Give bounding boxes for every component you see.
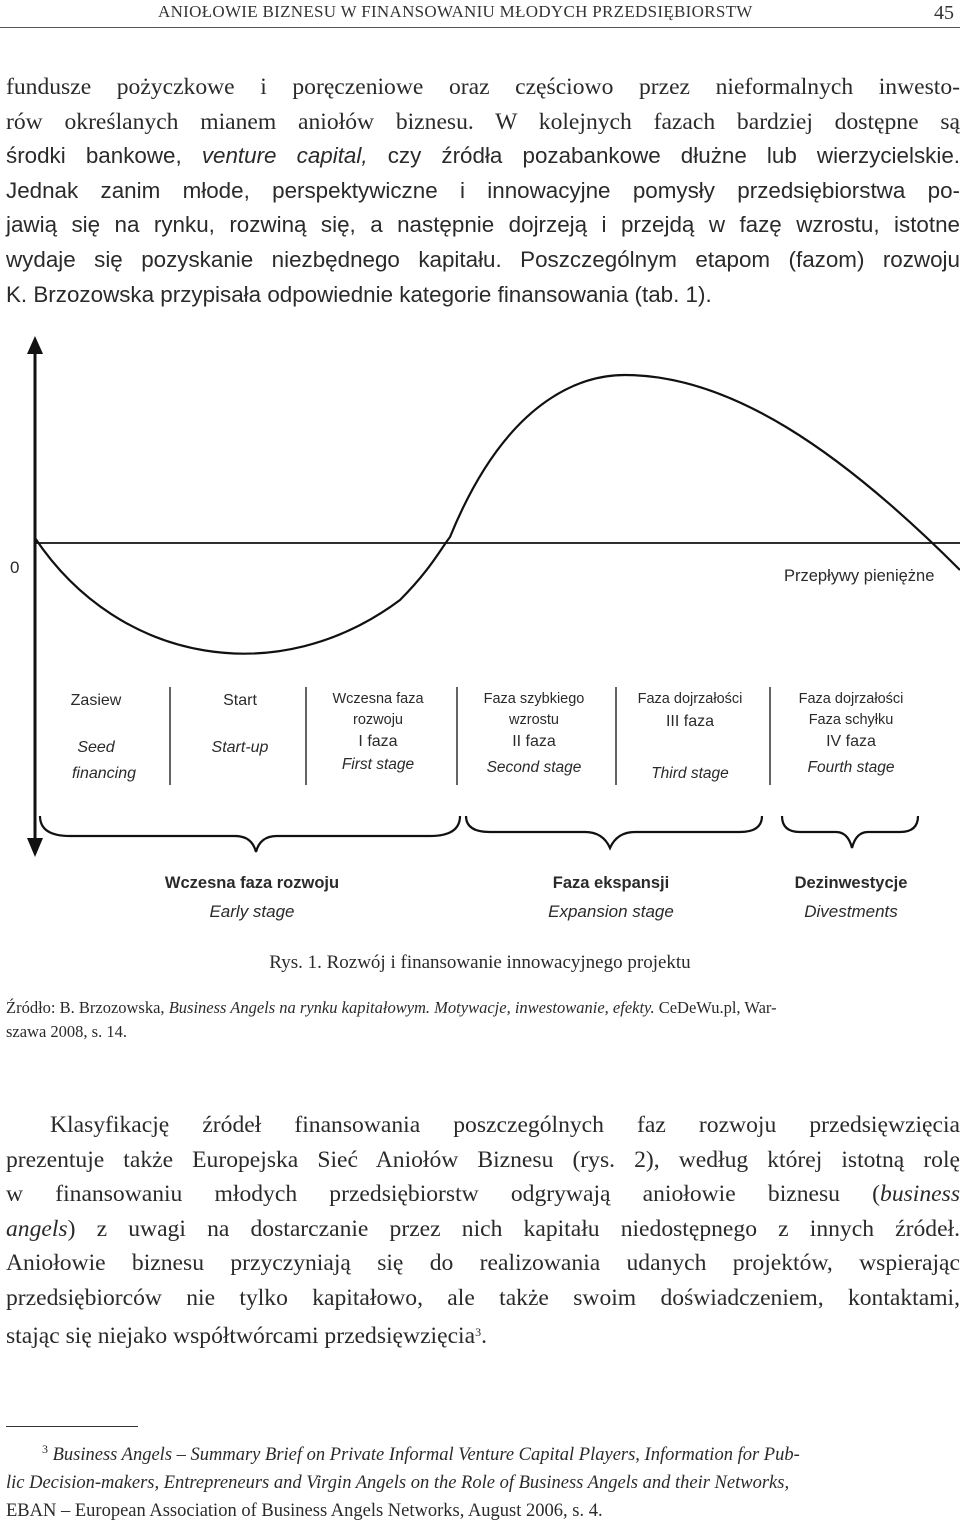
footnote-rule <box>6 1426 138 1427</box>
stage-label: Faza szybkiego <box>483 691 585 707</box>
cash-flow-curve <box>35 375 960 654</box>
axis-arrow-down-icon <box>27 838 43 857</box>
text-line: prezentuje także Europejska Sieć Aniołów Biznesu (rys. 2), według której istotną rolę <box>6 1146 960 1173</box>
footnote-ref: 3 <box>475 1325 482 1339</box>
italic-term: angels <box>6 1215 68 1242</box>
group-label-en: Divestments <box>804 902 898 921</box>
figure-caption: Rys. 1. Rozwój i finansowanie innowacyjnego projektu <box>269 952 691 973</box>
brace-expansion-stage <box>466 816 762 848</box>
axis-arrow-up-icon <box>27 336 43 354</box>
stage-label-en: Fourth stage <box>807 759 895 776</box>
text-span: stając się niejako współtwórcami przedsięwzięcia <box>6 1323 476 1349</box>
footnote-text: EBAN – European Association of Business Angels Networks, August 2006, s. 4. <box>6 1500 603 1521</box>
stage-label: Zasiew <box>70 692 122 709</box>
brace-early-stage <box>40 816 460 852</box>
footnote-number: 3 <box>42 1442 48 1456</box>
text-span: ) z uwagi na dostarczanie przez nich kapitału niedostępnego z innych źródeł. <box>67 1215 960 1242</box>
footnote-text: lic Decision-makers, Entrepreneurs and Virgin Angels on the Role of Business Angels and their Networks, <box>6 1472 790 1493</box>
text-line: Jednak zanim młode, perspektywiczne i innowacyjne pomysły przedsiębiorstwa po- <box>6 177 960 203</box>
group-label: Dezinwestycje <box>794 874 908 892</box>
zero-label: 0 <box>10 558 20 577</box>
page-header <box>0 0 960 30</box>
stage-label: rozwoju <box>353 712 403 728</box>
source-publisher: CeDeWu.pl, War- <box>654 998 777 1017</box>
italic-term: business <box>880 1181 960 1207</box>
header-rule <box>0 27 960 28</box>
stage-label: Faza dojrzałości <box>798 691 904 707</box>
text-span: czy źródła pozabankowe dłużne lub wierzycielskie. <box>367 143 960 169</box>
text-line <box>6 139 960 174</box>
text-line <box>6 1212 960 1247</box>
text-line: K. Brzozowska przypisała odpowiednie kategorie finansowania (tab. 1). <box>6 281 712 307</box>
footnote-mark <box>6 1442 48 1465</box>
stage-label: I faza <box>358 733 398 750</box>
group-label: Wczesna faza rozwoju <box>164 874 340 892</box>
text-line <box>6 1315 960 1354</box>
footnote-text: Business Angels – Summary Brief on Private Informal Venture Capital Players, Information for Pub- <box>48 1445 800 1465</box>
stage-label: IV faza <box>826 733 876 750</box>
source-line-2: szawa 2008, s. 14. <box>6 1022 127 1041</box>
stage-label-en: Start-up <box>211 739 269 756</box>
stage-label: wzrostu <box>509 712 559 728</box>
text-span: . <box>481 1323 487 1349</box>
text-line: Aniołowie biznesu przyczyniają się do realizowania udanych projektów, wspierając <box>6 1250 960 1276</box>
text-line: przedsiębiorców nie tylko kapitałowo, ale także swoim doświadczeniem, kontaktami, <box>6 1284 960 1311</box>
cash-flow-label: Przepływy pieniężne <box>784 567 935 585</box>
italic-term: venture capital, <box>201 143 368 169</box>
stage-label: Faza schyłku <box>808 712 894 728</box>
text-line: jawią się na rynku, rozwiną się, a następnie dojrzeją i przejdą w fazę wzrostu, istotne <box>6 212 960 238</box>
stage-label-en: financing <box>71 765 137 782</box>
stage-label: III faza <box>665 713 715 730</box>
stage-label: Start <box>223 692 257 709</box>
text-line <box>6 1177 960 1212</box>
group-label: Faza ekspansji <box>552 874 670 892</box>
page-number: 45 <box>934 2 954 24</box>
body-paragraph-1 <box>6 70 960 312</box>
text-span: środki bankowe, <box>6 143 202 169</box>
body-paragraph-2 <box>6 1108 960 1354</box>
footnote <box>6 1436 956 1525</box>
stage-label: Faza dojrzałości <box>637 691 743 707</box>
text-line: wydaje się pozyskanie niezbędnego kapitału. Poszczególnym etapom (fazom) rozwoju <box>6 246 960 272</box>
brace-divestments <box>782 816 918 848</box>
stage-label: II faza <box>512 733 556 750</box>
text-line: Klasyfikację źródeł finansowania poszczególnych faz rozwoju przedsięwzięcia <box>50 1112 960 1138</box>
group-label-en: Expansion stage <box>548 902 674 921</box>
source-prefix: Źródło: B. Brzozowska, <box>6 998 169 1017</box>
text-span: w finansowaniu młodych przedsiębiorstw odgrywają aniołowie biznesu ( <box>6 1181 881 1207</box>
development-figure <box>0 330 960 950</box>
group-label-en: Early stage <box>209 902 295 921</box>
text-line: rów określanych mianem aniołów biznesu. W kolejnych fazach bardziej dostępne są <box>6 108 960 135</box>
stage-label-en: Seed <box>77 739 115 756</box>
figure-source <box>6 996 954 1044</box>
stage-label: Wczesna faza <box>332 691 424 707</box>
running-title: ANIOŁOWIE BIZNESU W FINANSOWANIU MŁODYCH PRZEDSIĘBIORSTW <box>158 2 753 21</box>
stage-label-en: Second stage <box>486 759 582 776</box>
stage-label-en: First stage <box>341 756 415 773</box>
text-line: fundusze pożyczkowe i poręczeniowe oraz częściowo przez nieformalnych inwesto- <box>6 74 960 100</box>
source-title: Business Angels na rynku kapitałowym. Motywacje, inwestowanie, efekty. <box>168 998 655 1017</box>
stage-label-en: Third stage <box>651 765 729 782</box>
